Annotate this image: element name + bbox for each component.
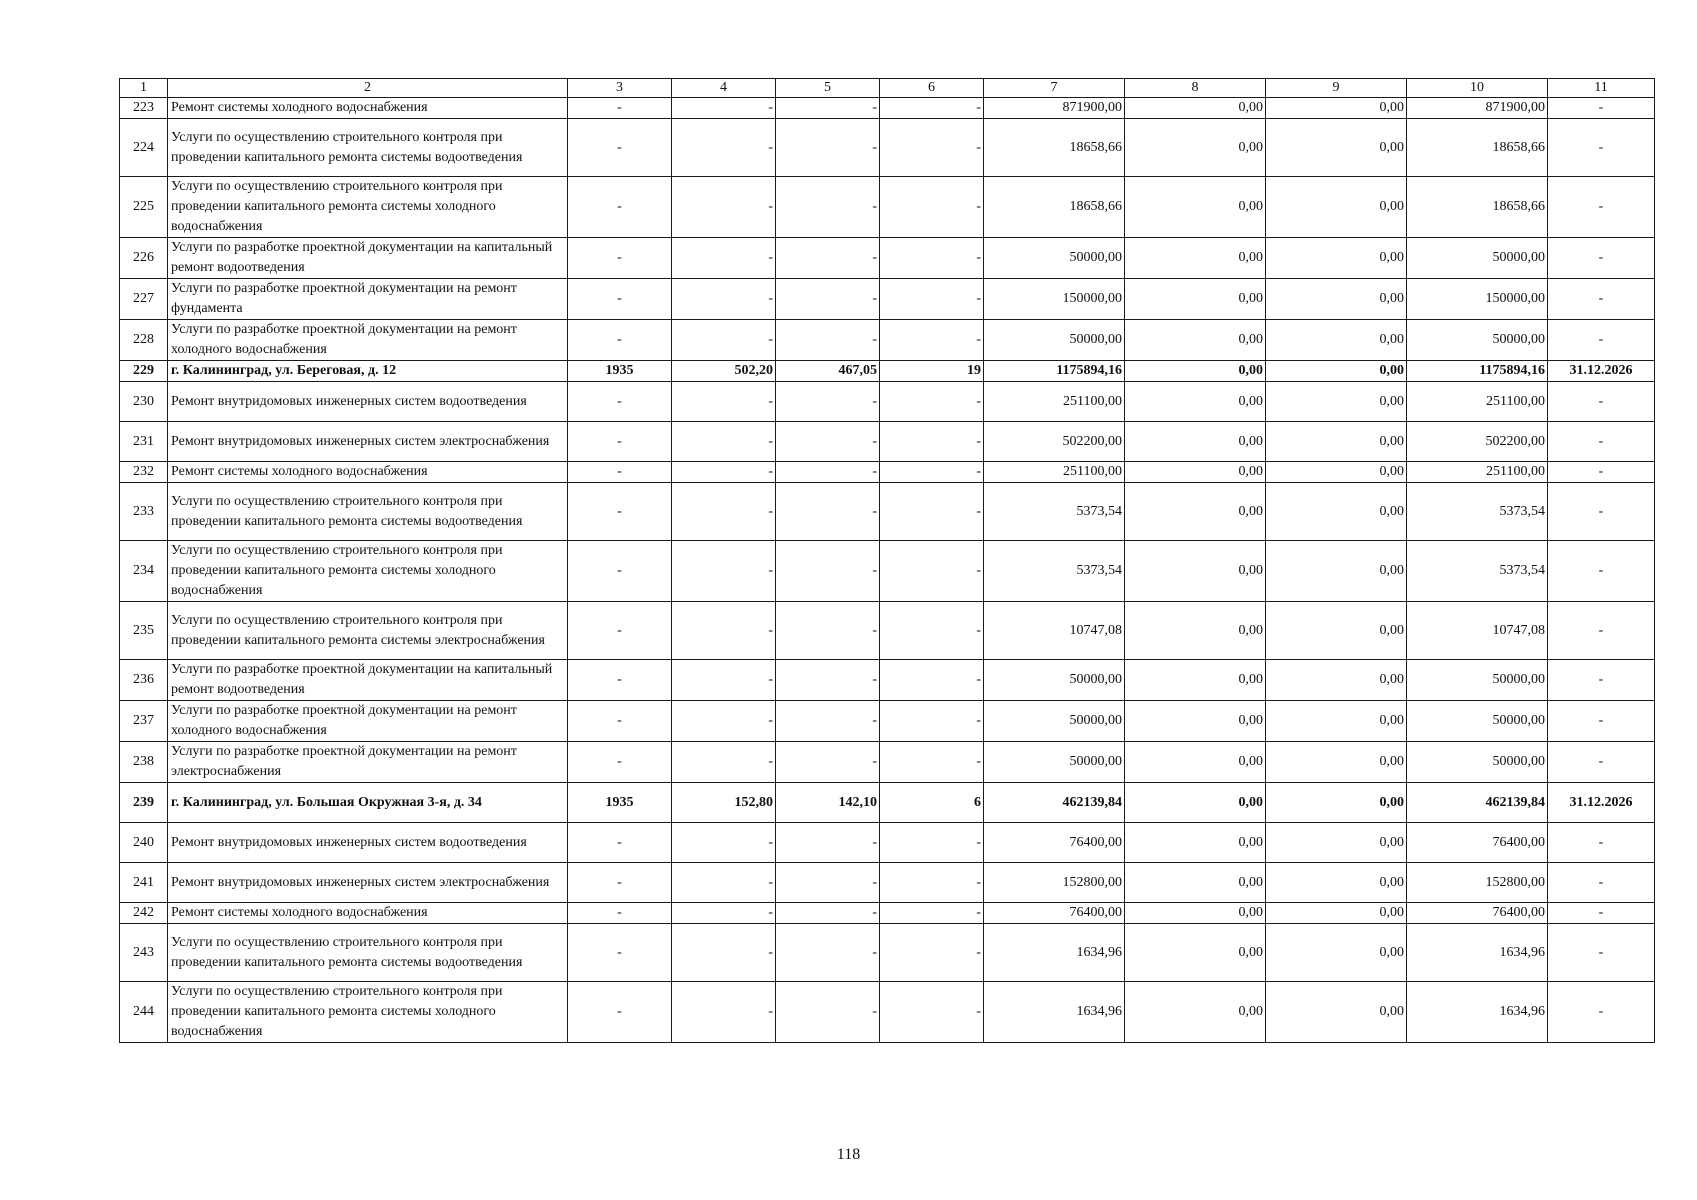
- row-number-cell: 227: [120, 279, 168, 320]
- year-cell: -: [568, 462, 672, 483]
- deadline-cell: -: [1548, 863, 1655, 903]
- living-area-cell: -: [776, 701, 880, 742]
- cost-budget-cell: 0,00: [1266, 462, 1407, 483]
- residents-cell: -: [880, 119, 984, 177]
- cost-fund-cell: 0,00: [1125, 98, 1266, 119]
- header-cell: 7: [984, 79, 1125, 98]
- total-area-cell: -: [672, 279, 776, 320]
- cost-owners-cell: 50000,00: [1407, 238, 1548, 279]
- cost-total-cell: 462139,84: [984, 783, 1125, 823]
- cost-total-cell: 1175894,16: [984, 361, 1125, 382]
- total-area-cell: -: [672, 483, 776, 541]
- cost-owners-cell: 76400,00: [1407, 823, 1548, 863]
- total-area-cell: 502,20: [672, 361, 776, 382]
- cost-total-cell: 871900,00: [984, 98, 1125, 119]
- table-row: [120, 361, 1655, 382]
- deadline-cell: -: [1548, 119, 1655, 177]
- deadline-cell: 31.12.2026: [1548, 361, 1655, 382]
- table-row: [120, 863, 1655, 903]
- total-area-cell: -: [672, 382, 776, 422]
- deadline-cell: -: [1548, 903, 1655, 924]
- deadline-cell: -: [1548, 541, 1655, 602]
- table-row: [120, 177, 1655, 238]
- header-cell: 9: [1266, 79, 1407, 98]
- total-area-cell: -: [672, 742, 776, 783]
- cost-owners-cell: 1175894,16: [1407, 361, 1548, 382]
- cost-budget-cell: 0,00: [1266, 742, 1407, 783]
- row-number-cell: 224: [120, 119, 168, 177]
- row-number-cell: 226: [120, 238, 168, 279]
- living-area-cell: -: [776, 98, 880, 119]
- cost-owners-cell: 1634,96: [1407, 982, 1548, 1043]
- cost-fund-cell: 0,00: [1125, 783, 1266, 823]
- cost-budget-cell: 0,00: [1266, 119, 1407, 177]
- table-row: [120, 783, 1655, 823]
- table-row: [120, 742, 1655, 783]
- cost-budget-cell: 0,00: [1266, 701, 1407, 742]
- total-area-cell: -: [672, 903, 776, 924]
- cost-owners-cell: 5373,54: [1407, 541, 1548, 602]
- year-cell: -: [568, 982, 672, 1043]
- residents-cell: -: [880, 742, 984, 783]
- row-number-cell: 242: [120, 903, 168, 924]
- total-area-cell: -: [672, 177, 776, 238]
- living-area-cell: -: [776, 462, 880, 483]
- cost-fund-cell: 0,00: [1125, 238, 1266, 279]
- living-area-cell: -: [776, 238, 880, 279]
- residents-cell: -: [880, 701, 984, 742]
- residents-cell: -: [880, 863, 984, 903]
- cost-fund-cell: 0,00: [1125, 660, 1266, 701]
- cost-owners-cell: 18658,66: [1407, 177, 1548, 238]
- year-cell: -: [568, 701, 672, 742]
- header-cell: 3: [568, 79, 672, 98]
- year-cell: -: [568, 320, 672, 361]
- total-area-cell: -: [672, 863, 776, 903]
- cost-fund-cell: 0,00: [1125, 422, 1266, 462]
- cost-total-cell: 50000,00: [984, 320, 1125, 361]
- header-cell: 5: [776, 79, 880, 98]
- year-cell: -: [568, 742, 672, 783]
- cost-total-cell: 1634,96: [984, 982, 1125, 1043]
- table-row: [120, 541, 1655, 602]
- living-area-cell: -: [776, 903, 880, 924]
- deadline-cell: -: [1548, 982, 1655, 1043]
- deadline-cell: -: [1548, 823, 1655, 863]
- year-cell: -: [568, 924, 672, 982]
- cost-owners-cell: 76400,00: [1407, 903, 1548, 924]
- header-cell: 6: [880, 79, 984, 98]
- cost-budget-cell: 0,00: [1266, 982, 1407, 1043]
- total-area-cell: 152,80: [672, 783, 776, 823]
- residents-cell: -: [880, 903, 984, 924]
- deadline-cell: -: [1548, 238, 1655, 279]
- residents-cell: -: [880, 177, 984, 238]
- residents-cell: -: [880, 660, 984, 701]
- deadline-cell: -: [1548, 924, 1655, 982]
- cost-total-cell: 152800,00: [984, 863, 1125, 903]
- cost-fund-cell: 0,00: [1125, 602, 1266, 660]
- year-cell: -: [568, 541, 672, 602]
- cost-owners-cell: 251100,00: [1407, 462, 1548, 483]
- residents-cell: 6: [880, 783, 984, 823]
- residents-cell: -: [880, 924, 984, 982]
- cost-owners-cell: 50000,00: [1407, 701, 1548, 742]
- header-cell: 8: [1125, 79, 1266, 98]
- total-area-cell: -: [672, 541, 776, 602]
- residents-cell: -: [880, 238, 984, 279]
- living-area-cell: -: [776, 541, 880, 602]
- total-area-cell: -: [672, 320, 776, 361]
- deadline-cell: -: [1548, 98, 1655, 119]
- cost-fund-cell: 0,00: [1125, 863, 1266, 903]
- deadline-cell: -: [1548, 462, 1655, 483]
- work-name-cell: Ремонт внутридомовых инженерных систем электроснабжения: [168, 422, 568, 462]
- row-number-cell: 240: [120, 823, 168, 863]
- residents-cell: -: [880, 98, 984, 119]
- cost-fund-cell: 0,00: [1125, 541, 1266, 602]
- cost-budget-cell: 0,00: [1266, 382, 1407, 422]
- deadline-cell: -: [1548, 279, 1655, 320]
- deadline-cell: -: [1548, 422, 1655, 462]
- living-area-cell: -: [776, 422, 880, 462]
- cost-total-cell: 18658,66: [984, 119, 1125, 177]
- table-row: [120, 924, 1655, 982]
- row-number-cell: 223: [120, 98, 168, 119]
- living-area-cell: -: [776, 982, 880, 1043]
- cost-budget-cell: 0,00: [1266, 903, 1407, 924]
- table-row: [120, 238, 1655, 279]
- header-cell: 1: [120, 79, 168, 98]
- living-area-cell: -: [776, 483, 880, 541]
- year-cell: -: [568, 483, 672, 541]
- table-row: [120, 98, 1655, 119]
- cost-budget-cell: 0,00: [1266, 660, 1407, 701]
- cost-owners-cell: 5373,54: [1407, 483, 1548, 541]
- table-row: [120, 483, 1655, 541]
- page-number: 118: [836, 1146, 861, 1163]
- deadline-cell: -: [1548, 660, 1655, 701]
- table-row: [120, 119, 1655, 177]
- deadline-cell: -: [1548, 177, 1655, 238]
- row-number-cell: 235: [120, 602, 168, 660]
- living-area-cell: -: [776, 119, 880, 177]
- cost-total-cell: 502200,00: [984, 422, 1125, 462]
- living-area-cell: -: [776, 823, 880, 863]
- table-row: [120, 279, 1655, 320]
- work-name-cell: Услуги по осуществлению строительного контроля при проведении капитального ремонта системы водоотведения: [168, 483, 568, 541]
- cost-owners-cell: 150000,00: [1407, 279, 1548, 320]
- cost-fund-cell: 0,00: [1125, 119, 1266, 177]
- row-number-cell: 241: [120, 863, 168, 903]
- deadline-cell: -: [1548, 382, 1655, 422]
- cost-total-cell: 150000,00: [984, 279, 1125, 320]
- total-area-cell: -: [672, 462, 776, 483]
- cost-fund-cell: 0,00: [1125, 320, 1266, 361]
- living-area-cell: -: [776, 742, 880, 783]
- cost-total-cell: 50000,00: [984, 742, 1125, 783]
- living-area-cell: -: [776, 382, 880, 422]
- cost-fund-cell: 0,00: [1125, 177, 1266, 238]
- residents-cell: -: [880, 541, 984, 602]
- residents-cell: -: [880, 462, 984, 483]
- total-area-cell: -: [672, 924, 776, 982]
- cost-total-cell: 50000,00: [984, 238, 1125, 279]
- residents-cell: -: [880, 382, 984, 422]
- work-name-cell: г. Калининград, ул. Береговая, д. 12: [168, 361, 568, 382]
- row-number-cell: 244: [120, 982, 168, 1043]
- cost-owners-cell: 50000,00: [1407, 320, 1548, 361]
- table-row: [120, 422, 1655, 462]
- table-row: [120, 823, 1655, 863]
- row-number-cell: 238: [120, 742, 168, 783]
- deadline-cell: 31.12.2026: [1548, 783, 1655, 823]
- year-cell: -: [568, 98, 672, 119]
- cost-owners-cell: 152800,00: [1407, 863, 1548, 903]
- cost-budget-cell: 0,00: [1266, 823, 1407, 863]
- total-area-cell: -: [672, 422, 776, 462]
- cost-owners-cell: 462139,84: [1407, 783, 1548, 823]
- cost-budget-cell: 0,00: [1266, 177, 1407, 238]
- work-name-cell: Услуги по осуществлению строительного контроля при проведении капитального ремонта системы холодного водоснабжения: [168, 177, 568, 238]
- residents-cell: -: [880, 422, 984, 462]
- cost-budget-cell: 0,00: [1266, 98, 1407, 119]
- year-cell: -: [568, 660, 672, 701]
- total-area-cell: -: [672, 98, 776, 119]
- cost-fund-cell: 0,00: [1125, 742, 1266, 783]
- table-row: [120, 903, 1655, 924]
- year-cell: -: [568, 177, 672, 238]
- year-cell: -: [568, 422, 672, 462]
- living-area-cell: -: [776, 320, 880, 361]
- cost-owners-cell: 871900,00: [1407, 98, 1548, 119]
- living-area-cell: -: [776, 279, 880, 320]
- cost-budget-cell: 0,00: [1266, 483, 1407, 541]
- work-name-cell: Ремонт системы холодного водоснабжения: [168, 462, 568, 483]
- cost-owners-cell: 18658,66: [1407, 119, 1548, 177]
- cost-fund-cell: 0,00: [1125, 361, 1266, 382]
- cost-owners-cell: 251100,00: [1407, 382, 1548, 422]
- header-cell: 11: [1548, 79, 1655, 98]
- work-name-cell: Ремонт системы холодного водоснабжения: [168, 98, 568, 119]
- work-name-cell: Ремонт системы холодного водоснабжения: [168, 903, 568, 924]
- deadline-cell: -: [1548, 742, 1655, 783]
- table-row: [120, 982, 1655, 1043]
- cost-fund-cell: 0,00: [1125, 382, 1266, 422]
- header-cell: 2: [168, 79, 568, 98]
- work-name-cell: Услуги по осуществлению строительного контроля при проведении капитального ремонта системы водоотведения: [168, 924, 568, 982]
- cost-budget-cell: 0,00: [1266, 602, 1407, 660]
- living-area-cell: -: [776, 177, 880, 238]
- work-name-cell: Услуги по разработке проектной документации на ремонт фундамента: [168, 279, 568, 320]
- cost-fund-cell: 0,00: [1125, 462, 1266, 483]
- total-area-cell: -: [672, 982, 776, 1043]
- cost-owners-cell: 50000,00: [1407, 660, 1548, 701]
- deadline-cell: -: [1548, 602, 1655, 660]
- total-area-cell: -: [672, 238, 776, 279]
- cost-budget-cell: 0,00: [1266, 783, 1407, 823]
- living-area-cell: -: [776, 602, 880, 660]
- row-number-cell: 234: [120, 541, 168, 602]
- row-number-cell: 239: [120, 783, 168, 823]
- work-name-cell: Услуги по осуществлению строительного контроля при проведении капитального ремонта системы холодного водоснабжения: [168, 541, 568, 602]
- row-number-cell: 243: [120, 924, 168, 982]
- work-name-cell: Услуги по осуществлению строительного контроля при проведении капитального ремонта системы электроснабжения: [168, 602, 568, 660]
- living-area-cell: -: [776, 924, 880, 982]
- residents-cell: -: [880, 320, 984, 361]
- table-row: [120, 660, 1655, 701]
- row-number-cell: 237: [120, 701, 168, 742]
- year-cell: 1935: [568, 361, 672, 382]
- deadline-cell: -: [1548, 483, 1655, 541]
- cost-budget-cell: 0,00: [1266, 863, 1407, 903]
- work-name-cell: Услуги по осуществлению строительного контроля при проведении капитального ремонта системы водоотведения: [168, 119, 568, 177]
- cost-total-cell: 1634,96: [984, 924, 1125, 982]
- year-cell: -: [568, 382, 672, 422]
- work-name-cell: Ремонт внутридомовых инженерных систем электроснабжения: [168, 863, 568, 903]
- deadline-cell: -: [1548, 701, 1655, 742]
- row-number-cell: 229: [120, 361, 168, 382]
- work-name-cell: Услуги по разработке проектной документации на ремонт электроснабжения: [168, 742, 568, 783]
- row-number-cell: 231: [120, 422, 168, 462]
- residents-cell: -: [880, 279, 984, 320]
- cost-total-cell: 50000,00: [984, 660, 1125, 701]
- cost-owners-cell: 50000,00: [1407, 742, 1548, 783]
- cost-budget-cell: 0,00: [1266, 320, 1407, 361]
- cost-total-cell: 50000,00: [984, 701, 1125, 742]
- row-number-cell: 230: [120, 382, 168, 422]
- cost-budget-cell: 0,00: [1266, 238, 1407, 279]
- year-cell: -: [568, 119, 672, 177]
- work-name-cell: г. Калининград, ул. Большая Окружная 3-я, д. 34: [168, 783, 568, 823]
- residents-cell: -: [880, 602, 984, 660]
- cost-owners-cell: 10747,08: [1407, 602, 1548, 660]
- cost-total-cell: 5373,54: [984, 541, 1125, 602]
- total-area-cell: -: [672, 602, 776, 660]
- total-area-cell: -: [672, 701, 776, 742]
- cost-fund-cell: 0,00: [1125, 924, 1266, 982]
- residents-cell: -: [880, 823, 984, 863]
- cost-total-cell: 18658,66: [984, 177, 1125, 238]
- year-cell: -: [568, 863, 672, 903]
- row-number-cell: 228: [120, 320, 168, 361]
- cost-fund-cell: 0,00: [1125, 903, 1266, 924]
- year-cell: -: [568, 602, 672, 660]
- residents-cell: -: [880, 982, 984, 1043]
- cost-total-cell: 10747,08: [984, 602, 1125, 660]
- table-row: [120, 320, 1655, 361]
- cost-fund-cell: 0,00: [1125, 701, 1266, 742]
- cost-budget-cell: 0,00: [1266, 361, 1407, 382]
- work-name-cell: Услуги по разработке проектной документации на ремонт холодного водоснабжения: [168, 701, 568, 742]
- header-cell: 10: [1407, 79, 1548, 98]
- year-cell: -: [568, 238, 672, 279]
- year-cell: -: [568, 903, 672, 924]
- work-name-cell: Услуги по осуществлению строительного контроля при проведении капитального ремонта системы холодного водоснабжения: [168, 982, 568, 1043]
- cost-total-cell: 251100,00: [984, 382, 1125, 422]
- cost-owners-cell: 1634,96: [1407, 924, 1548, 982]
- cost-budget-cell: 0,00: [1266, 279, 1407, 320]
- cost-owners-cell: 502200,00: [1407, 422, 1548, 462]
- residents-cell: -: [880, 483, 984, 541]
- total-area-cell: -: [672, 119, 776, 177]
- residents-cell: 19: [880, 361, 984, 382]
- total-area-cell: -: [672, 660, 776, 701]
- work-name-cell: Услуги по разработке проектной документации на капитальный ремонт водоотведения: [168, 238, 568, 279]
- deadline-cell: -: [1548, 320, 1655, 361]
- table-row: [120, 462, 1655, 483]
- table-row: [120, 602, 1655, 660]
- cost-fund-cell: 0,00: [1125, 483, 1266, 541]
- cost-fund-cell: 0,00: [1125, 279, 1266, 320]
- cost-total-cell: 251100,00: [984, 462, 1125, 483]
- capital-repair-table: [119, 78, 1655, 1043]
- row-number-cell: 236: [120, 660, 168, 701]
- total-area-cell: -: [672, 823, 776, 863]
- table-body: [120, 79, 1655, 1043]
- row-number-cell: 225: [120, 177, 168, 238]
- cost-budget-cell: 0,00: [1266, 924, 1407, 982]
- cost-fund-cell: 0,00: [1125, 982, 1266, 1043]
- table-row: [120, 701, 1655, 742]
- table-row: [120, 382, 1655, 422]
- row-number-cell: 233: [120, 483, 168, 541]
- living-area-cell: 142,10: [776, 783, 880, 823]
- work-name-cell: Услуги по разработке проектной документации на ремонт холодного водоснабжения: [168, 320, 568, 361]
- year-cell: 1935: [568, 783, 672, 823]
- header-cell: 4: [672, 79, 776, 98]
- cost-budget-cell: 0,00: [1266, 541, 1407, 602]
- year-cell: -: [568, 279, 672, 320]
- living-area-cell: 467,05: [776, 361, 880, 382]
- cost-total-cell: 76400,00: [984, 823, 1125, 863]
- work-name-cell: Ремонт внутридомовых инженерных систем водоотведения: [168, 382, 568, 422]
- cost-total-cell: 76400,00: [984, 903, 1125, 924]
- year-cell: -: [568, 823, 672, 863]
- cost-total-cell: 5373,54: [984, 483, 1125, 541]
- cost-budget-cell: 0,00: [1266, 422, 1407, 462]
- cost-fund-cell: 0,00: [1125, 823, 1266, 863]
- living-area-cell: -: [776, 863, 880, 903]
- column-number-header: [120, 79, 1655, 98]
- row-number-cell: 232: [120, 462, 168, 483]
- work-name-cell: Ремонт внутридомовых инженерных систем водоотведения: [168, 823, 568, 863]
- work-name-cell: Услуги по разработке проектной документации на капитальный ремонт водоотведения: [168, 660, 568, 701]
- living-area-cell: -: [776, 660, 880, 701]
